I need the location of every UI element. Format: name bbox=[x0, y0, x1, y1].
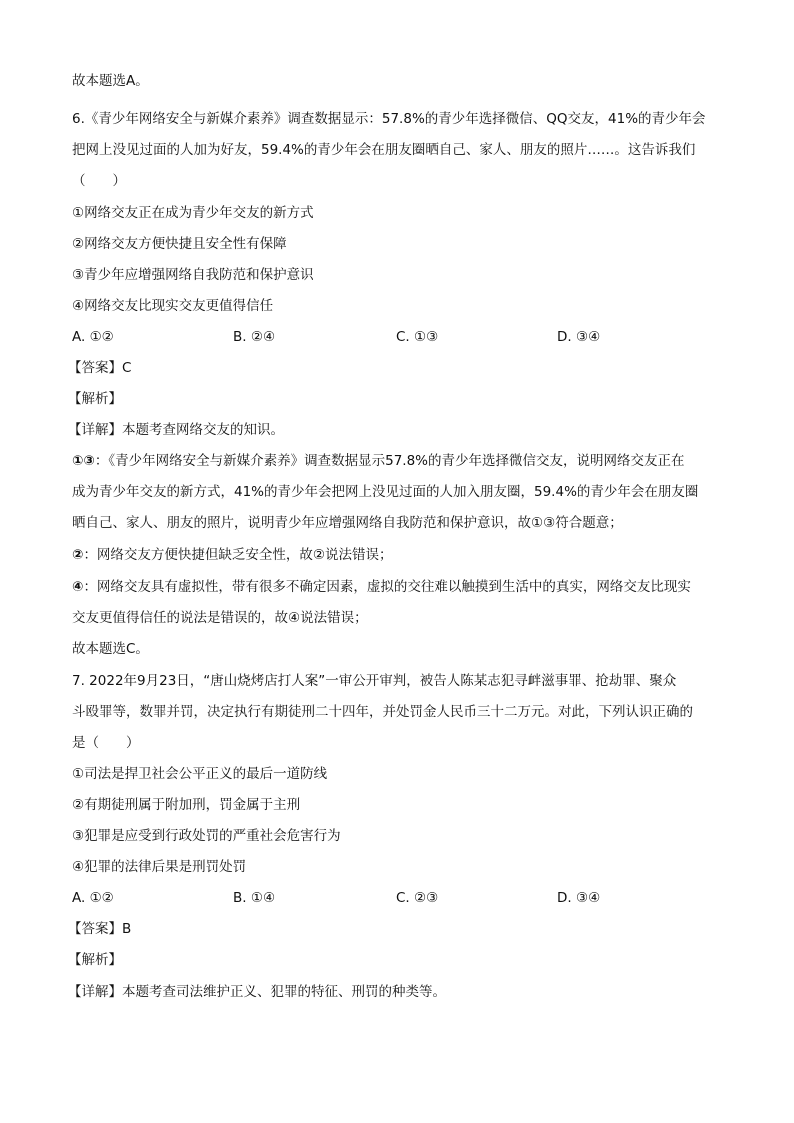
q5-conclusion: 故本题选A。 bbox=[72, 73, 149, 89]
q6-option-a: A. ①② bbox=[72, 329, 114, 345]
q6-stem-line-3: （ ） bbox=[72, 173, 126, 189]
q7-option-a: A. ①② bbox=[72, 890, 114, 906]
q7-analysis-label: 【解析】 bbox=[68, 952, 122, 968]
q6-statement-1: ①网络交友正在成为青少年交友的新方式 bbox=[72, 205, 314, 221]
explanation-text: ：网络交友方便快捷但缺乏安全性，故②说法错误； bbox=[83, 547, 393, 563]
q6-stem-line-1: 6.《青少年网络安全与新媒介素养》调查数据显示：57.8%的青少年选择微信、QQ交友，41%的青少年会 bbox=[72, 111, 706, 127]
answer-value: C bbox=[122, 360, 132, 376]
q6-explanation-1-line-3: 晒自己、家人、朋友的照片，说明青少年应增强网络自我防范和保护意识，故①③符合题意； bbox=[72, 515, 623, 531]
q6-option-d: D. ③④ bbox=[557, 329, 601, 345]
q6-explanation-3-line-1 bbox=[72, 578, 691, 596]
q6-statement-2: ②网络交友方便快捷且安全性有保障 bbox=[72, 236, 287, 252]
detail-intro: 本题考查网络交友的知识。 bbox=[122, 422, 284, 438]
q7-option-c: C. ②③ bbox=[396, 890, 439, 906]
explanation-text: ：《青少年网络安全与新媒介素养》调查数据显示57.8%的青少年选择微信交友，说明网络交友正在 bbox=[94, 453, 685, 469]
detail-intro: 本题考查司法维护正义、犯罪的特征、刑罚的种类等。 bbox=[122, 984, 446, 1000]
explanation-lead: ② bbox=[72, 547, 84, 563]
detail-label: 【详解】 bbox=[68, 422, 122, 438]
q6-statement-3: ③青少年应增强网络自我防范和保护意识 bbox=[72, 267, 314, 283]
q7-option-d: D. ③④ bbox=[557, 890, 601, 906]
q7-statement-1: ①司法是捍卫社会公平正义的最后一道防线 bbox=[72, 766, 328, 782]
q7-stem-line-1: 7. 2022年9月23日，“唐山烧烤店打人案”一审公开审判，被告人陈某志犯寻衅滋事罪、抢劫罪、聚众 bbox=[72, 673, 677, 689]
q6-explanation-1-line-1 bbox=[72, 452, 685, 470]
q6-analysis-label: 【解析】 bbox=[68, 391, 122, 407]
q6-conclusion: 故本题选C。 bbox=[72, 641, 149, 657]
q6-answer bbox=[68, 359, 131, 377]
q6-statement-4: ④网络交友比现实交友更值得信任 bbox=[72, 298, 274, 314]
q7-answer bbox=[68, 920, 131, 938]
detail-label: 【详解】 bbox=[68, 984, 122, 1000]
q7-stem-line-3: 是（ ） bbox=[72, 735, 140, 751]
q6-explanation-2 bbox=[72, 546, 393, 564]
explanation-lead: ④ bbox=[72, 579, 84, 595]
answer-value: B bbox=[122, 921, 132, 937]
q6-explanation-3-line-2: 交友更值得信任的说法是错误的，故④说法错误； bbox=[72, 610, 368, 626]
q7-statement-2: ②有期徒刑属于附加刑，罚金属于主刑 bbox=[72, 797, 301, 813]
q7-statement-4: ④犯罪的法律后果是刑罚处罚 bbox=[72, 859, 247, 875]
answer-label: 【答案】 bbox=[68, 921, 122, 937]
q6-detail bbox=[68, 421, 284, 439]
q6-option-c: C. ①③ bbox=[396, 329, 439, 345]
explanation-lead: ①③ bbox=[72, 453, 95, 469]
q6-explanation-1-line-2: 成为青少年交友的新方式，41%的青少年会把网上没见过面的人加入朋友圈，59.4%的青少年会在朋友圈 bbox=[72, 484, 699, 500]
q7-statement-3: ③犯罪是应受到行政处罚的严重社会危害行为 bbox=[72, 828, 341, 844]
q6-stem-line-2: 把网上没见过面的人加为好友，59.4%的青少年会在朋友圈晒自己、家人、朋友的照片……。这告诉我们 bbox=[72, 142, 696, 158]
answer-label: 【答案】 bbox=[68, 360, 122, 376]
explanation-text: ：网络交友具有虚拟性，带有很多不确定因素，虚拟的交往难以触摸到生活中的真实，网络交友比现实 bbox=[83, 579, 691, 595]
q6-option-b: B. ②④ bbox=[233, 329, 276, 345]
q7-stem-line-2: 斗殴罪等，数罪并罚，决定执行有期徒刑二十四年，并处罚金人民币三十二万元。对此，下列认识正确的 bbox=[72, 704, 693, 720]
q7-detail bbox=[68, 983, 446, 1001]
q7-option-b: B. ①④ bbox=[233, 890, 276, 906]
